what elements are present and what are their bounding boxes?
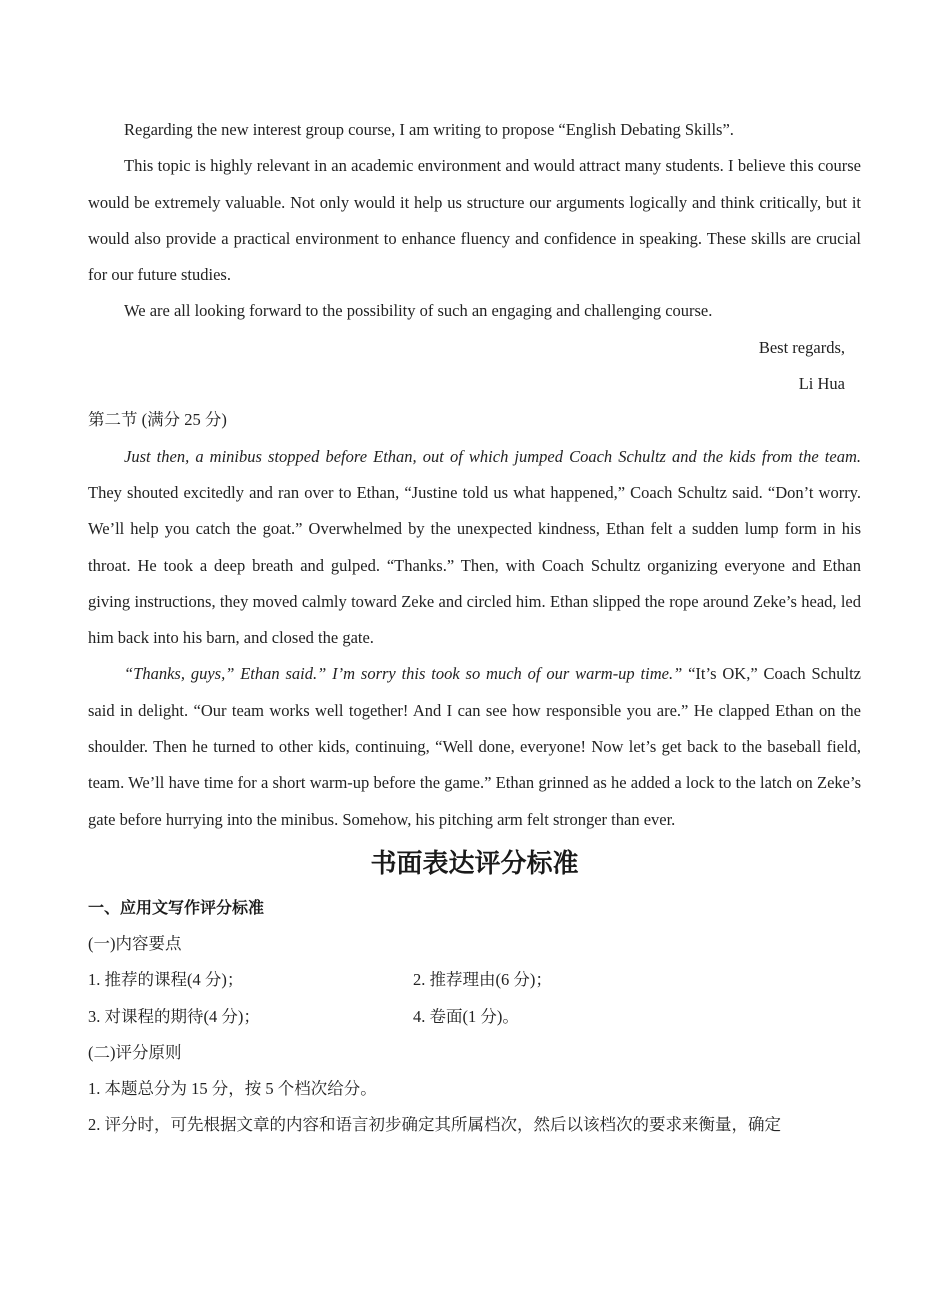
letter-closing: Best regards, xyxy=(758,337,845,357)
letter-paragraph-1: Regarding the new interest group course, I am writing to propose “English Debating Skills”. xyxy=(124,120,734,139)
story-paragraph-2 xyxy=(88,656,861,837)
principle-1: 1. 本题总分为 15 分，按 5 个档次给分。 xyxy=(88,1079,377,1099)
document-page xyxy=(88,112,861,1144)
story-paragraph-1-body: They shouted excitedly and ran over to Ethan, “Justine told us what happened,” Coach Schultz said. “Don’t worry. We’ll help you catch the goat.” Overwhelmed by the unexpected kindness, Ethan felt a sudden lump form in his throat. He took a deep breath and gulped. “Thanks.” Then, with Coach Schultz organizing everyone and Ethan giving instructions, they moved calmly toward Zeke and circled him. Ethan slipped the rope around Zeke’s head, led him back into his barn, and closed the gate. xyxy=(88,482,861,648)
story-paragraph-2-body: “It’s OK,” Coach Schultz said in delight. “Our team works well together! And I can see how responsible you are.” He clapped Ethan on the shoulder. Then he turned to other kids, continuing, “Well done, everyone! Now let’s get back to the baseball field, team. We’ll have time for a short warm-up before the game.” Ethan grinned as he added a lock to the latch on Zeke’s gate before hurrying into the minibus. Somehow, his pitching arm felt stronger than ever. xyxy=(88,664,861,829)
section-title: 第二节 (满分 25 分) xyxy=(88,410,227,430)
story-paragraph-1 xyxy=(88,439,861,657)
content-point-3: 3. 对课程的期待(4 分)； xyxy=(88,1006,260,1026)
principles-title: (二)评分原则 xyxy=(88,1042,182,1062)
content-point-4: 4. 卷面(1 分)。 xyxy=(413,1006,519,1026)
story-paragraph-2-opening: “Thanks, guys,” Ethan said.” I’m sorry this took so much of our warm-up time.” xyxy=(124,664,683,684)
content-points-title: (一)内容要点 xyxy=(88,933,182,953)
letter-paragraph-3: We are all looking forward to the possibility of such an engaging and challenging course. xyxy=(124,301,713,321)
content-points-row-1 xyxy=(88,962,861,998)
criteria-heading: 书面表达评分标准 xyxy=(370,848,579,879)
letter-paragraph-2: This topic is highly relevant in an academic environment and would attract many students. I believe this course would be extremely valuable. Not only would it help us structure our arguments logically and think critically, but it would also provide a practical environment to enhance fluency and confidence in speaking. These skills are crucial for our future studies. xyxy=(88,156,861,285)
letter-signature: Li Hua xyxy=(798,374,845,394)
story-paragraph-1-opening: Just then, a minibus stopped before Ethan, out of which jumped Coach Schultz and the kids from the team. xyxy=(124,446,861,466)
content-points-row-2 xyxy=(88,999,861,1035)
content-point-2: 2. 推荐理由(6 分)； xyxy=(413,970,552,990)
criteria-part1-title: 一、应用文写作评分标准 xyxy=(88,897,265,917)
content-point-1: 1. 推荐的课程(4 分)； xyxy=(88,970,244,990)
principle-2: 2. 评分时，可先根据文章的内容和语言初步确定其所属档次，然后以该档次的要求来衡量，确定 xyxy=(88,1115,781,1135)
